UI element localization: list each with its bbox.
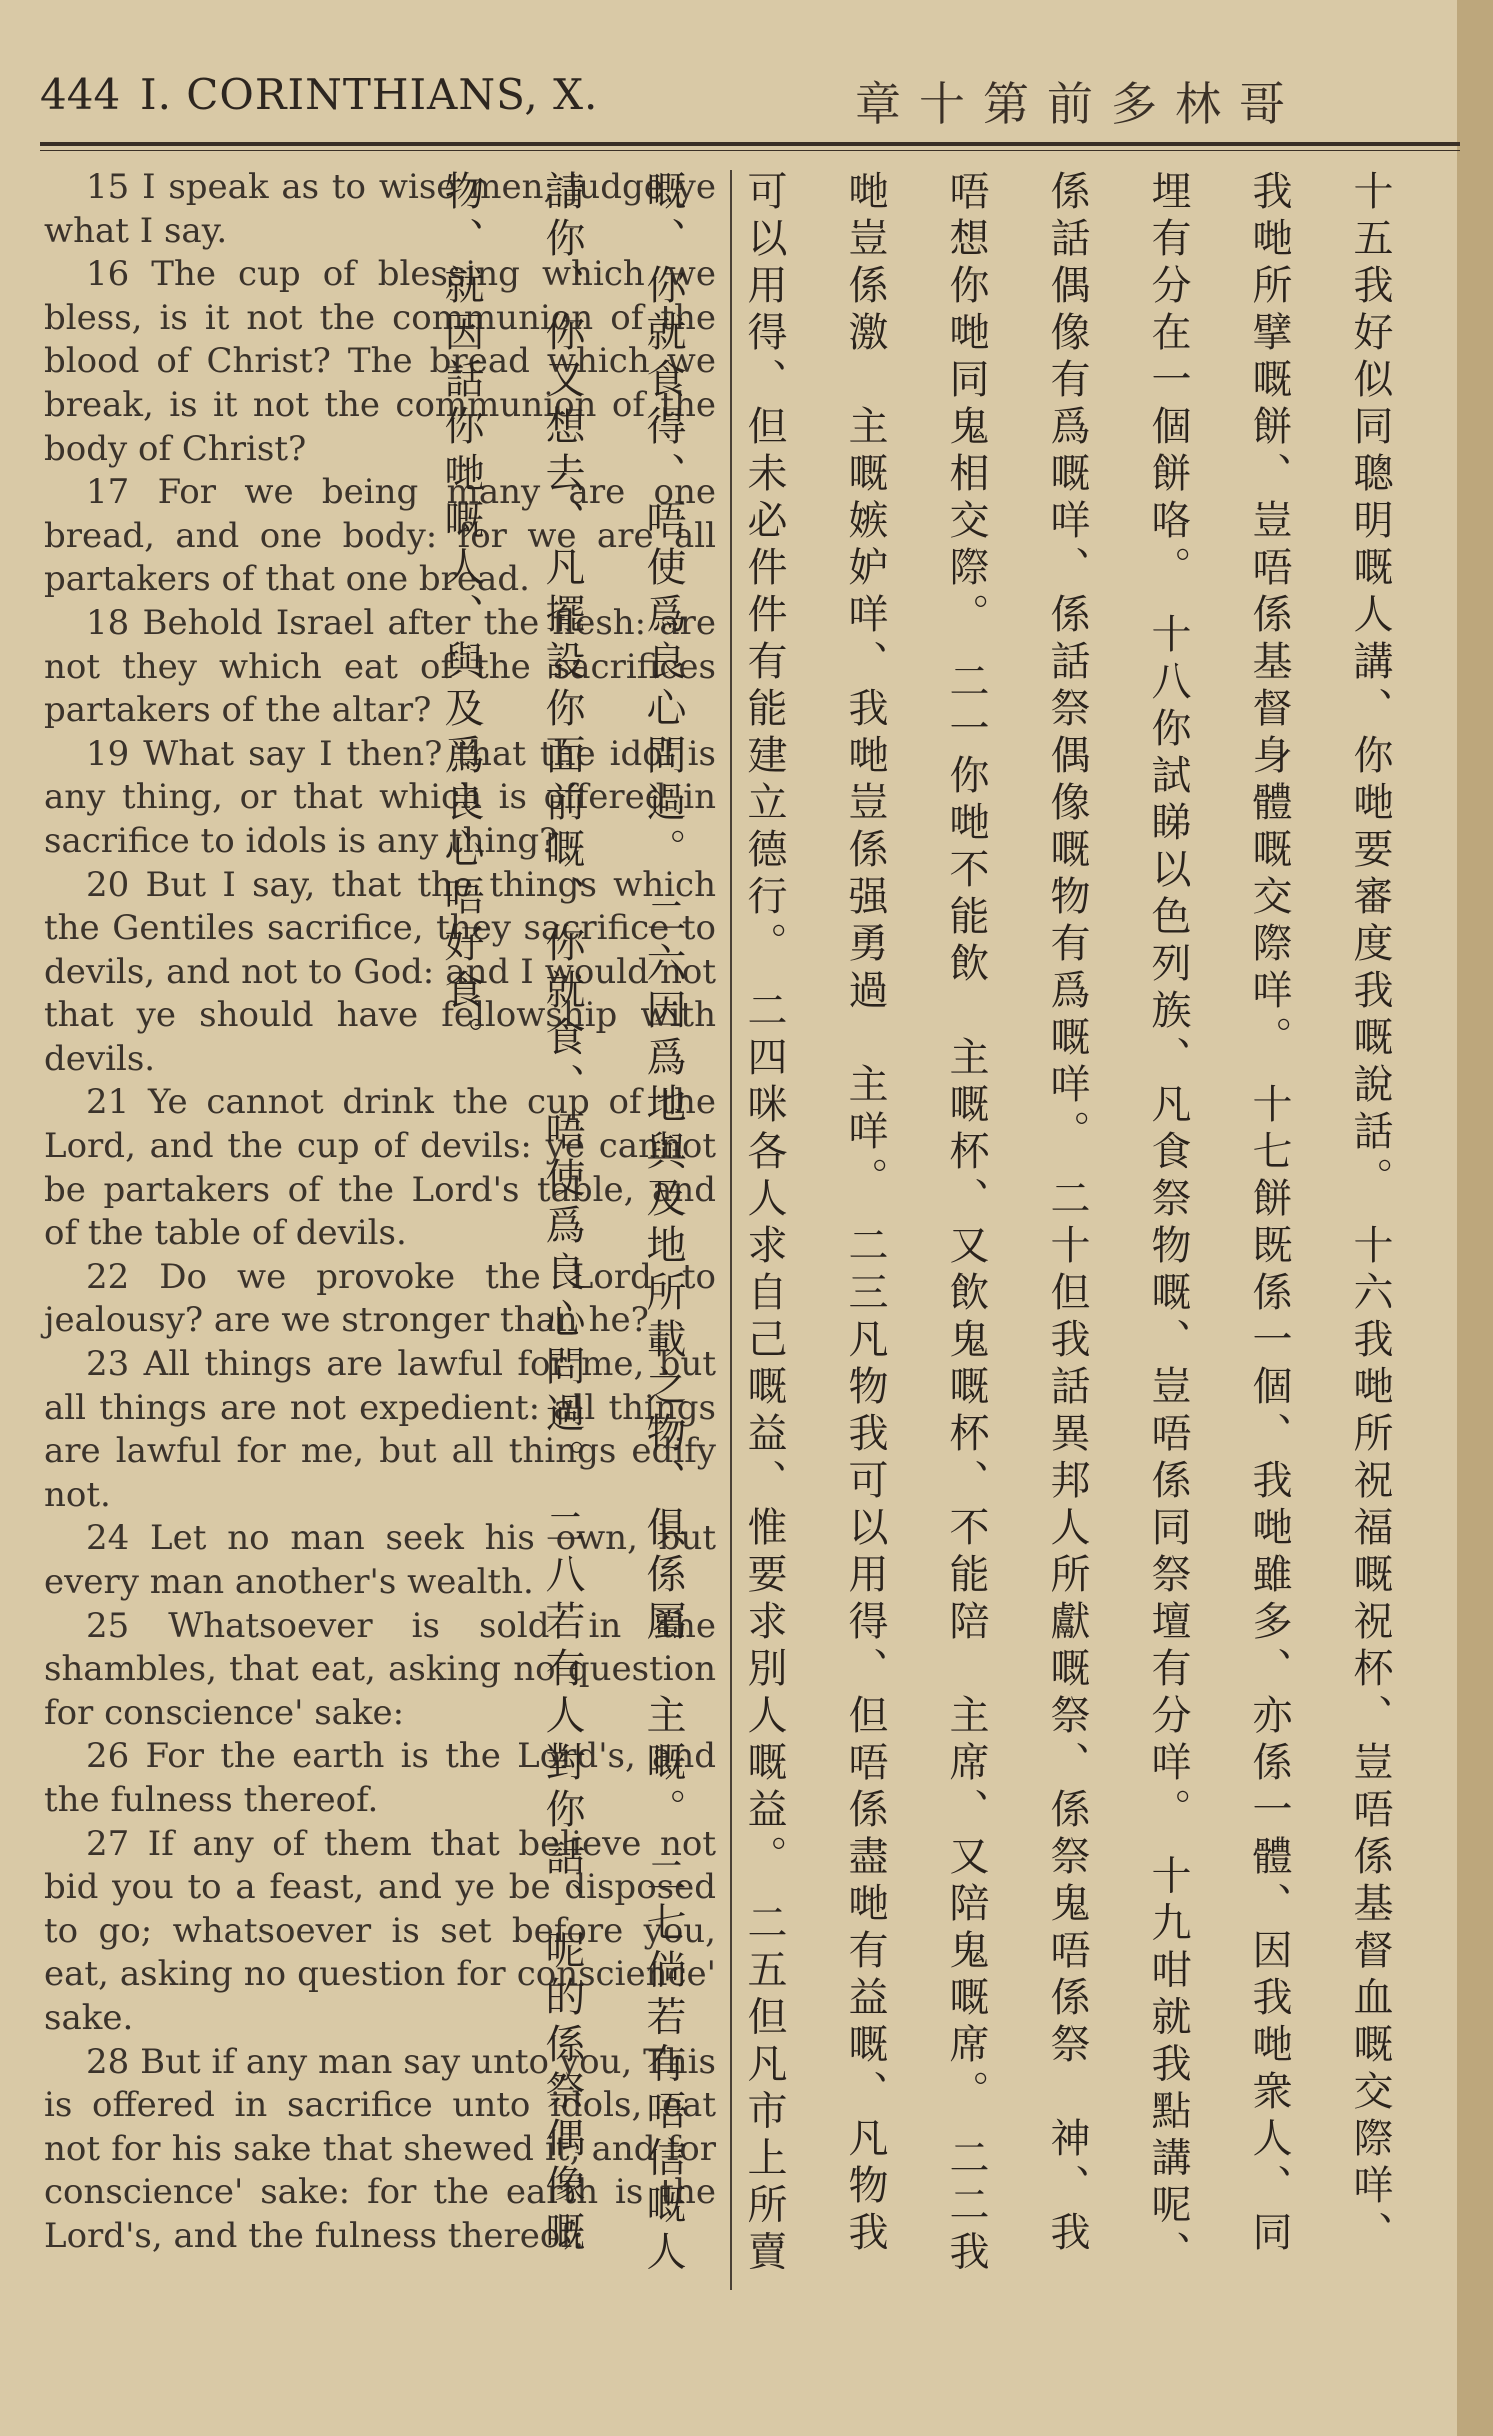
chinese-verse: 十五我好似同聰明嘅人講、你哋要審度我嘅說話。 — [1347, 170, 1393, 1204]
running-title: I. CORINTHIANS, X. — [140, 70, 599, 119]
english-verse: 27 If any of them that believe not bid you to a feast, and ye be disposed to go; whatsoever is set before you, eat, asking no question for conscience' sake. — [44, 1823, 716, 2038]
chinese-verse: 十九咁就我點講呢、係話偶像有爲嘅咩、係話祭偶像嘅物有爲嘅咩。 — [1044, 170, 1191, 2278]
english-verse: 22 Do we provoke the Lord to jealousy? are we stronger than he? — [44, 1256, 716, 1341]
chinese-verse: 二五但凡市上所賣嘅、你就食得、唔使爲良心問過。 — [640, 170, 787, 2278]
page-header — [40, 60, 1460, 150]
chinese-verse: 二二我哋豈係激 主嘅嫉妒咩、我哋豈係强勇過 主咩。 — [842, 170, 989, 2278]
english-verse: 24 Let no man seek his own, but every man another's wealth. — [44, 1518, 716, 1602]
chinese-text-column — [438, 170, 1420, 2290]
chinese-verse: 十七餅既係一個、我哋雖多、亦係一體、因我哋衆人、同埋有分在一個餅咯。 — [1145, 170, 1292, 2258]
english-verse: 26 For the earth is the Lord's, and the fulness thereof. — [44, 1736, 716, 1820]
chinese-verse: 二三凡物我可以用得、但唔係盡哋有益嘅、凡物我可以用得、但未必件件有能建立德行。 — [741, 170, 888, 2258]
english-verse: 16 The cup of blessing which we bless, is it not the communion of the blood of Christ? The bread which we break, is it not the communion of the body of Christ? — [44, 254, 716, 469]
chinese-verse: 二十但我話異邦人所獻嘅祭、係祭鬼唔係祭 神、我唔想你哋同鬼相交際。 — [943, 170, 1090, 2258]
english-verse: 15 I speak as to wise men; judge ye what I say. — [44, 167, 716, 251]
chinese-verse: 二八若有人對你話、呢的係祭偶像嘅物、就因話你哋嘅人、與及爲良心唔好食。 — [438, 170, 585, 2258]
english-verse: 23 All things are lawful for me, but all things are not expedient: all things are lawful for me, but all things edify not. — [44, 1344, 716, 1515]
english-verse: 28 But if any man say unto you, This is offered in sacrifice unto idols, eat not for his sake that shewed it, and for conscience' sake: for the earth is the Lord's, and the fulness thereof: — [44, 2041, 716, 2256]
chinese-verse: 十八你試睇以色列族、凡食祭物嘅、豈唔係同祭壇有分咩。 — [1145, 612, 1191, 1835]
header-rule — [40, 142, 1460, 146]
header-rule-thin — [40, 150, 1460, 151]
page-number: 444 — [40, 70, 121, 119]
english-verse: 18 Behold Israel after the flesh: are not they which eat of the sacrifices partakers of the altar? — [44, 602, 716, 731]
chinese-verse: 二四咪各人求自己嘅益、惟要求別人嘅益。 — [741, 988, 787, 1882]
chinese-running-title: 章十第前多林哥 — [855, 77, 1303, 131]
english-verse: 19 What say I then? that the idol is any thing, or that which is offered in sacrifice to idols is any thing? — [44, 733, 716, 861]
english-verse: 21 Ye cannot drink the cup of the Lord, and the cup of devils: ye cannot be partakers of the Lord's table, and of the table of devils. — [44, 1082, 716, 1254]
page-edge — [1457, 0, 1493, 2436]
english-verse: 20 But I say, that the things which the Gentiles sacrifice, they sacrifice to devils, and not to God: and I would not that ye should have fellowship with devils. — [44, 864, 716, 1079]
chinese-verse: 二七倘若有唔信嘅人請你、你又想去、凡擺設你面前嘅、你就食、唔使爲良心問過。 — [539, 170, 686, 2278]
english-verse: 17 For we being many are one bread, and one body: for we are all partakers of that one bread. — [44, 472, 716, 600]
chinese-verse: 二六因爲地與及地所載之物、俱係屬 主嘅。 — [640, 894, 686, 1835]
chinese-verse: 十六我哋所祝福嘅祝杯、豈唔係基督血嘅交際咩、我哋所擘嘅餅、豈唔係基督身體嘅交際咩。 — [1246, 170, 1393, 2258]
english-verse: 25 Whatsoever is sold in the shambles, that eat, asking no question for conscience' sake: — [44, 1605, 716, 1733]
chinese-verse: 二一你哋不能飲 主嘅杯、又飲鬼嘅杯、不能陪 主席、又陪鬼嘅席。 — [943, 659, 989, 2117]
